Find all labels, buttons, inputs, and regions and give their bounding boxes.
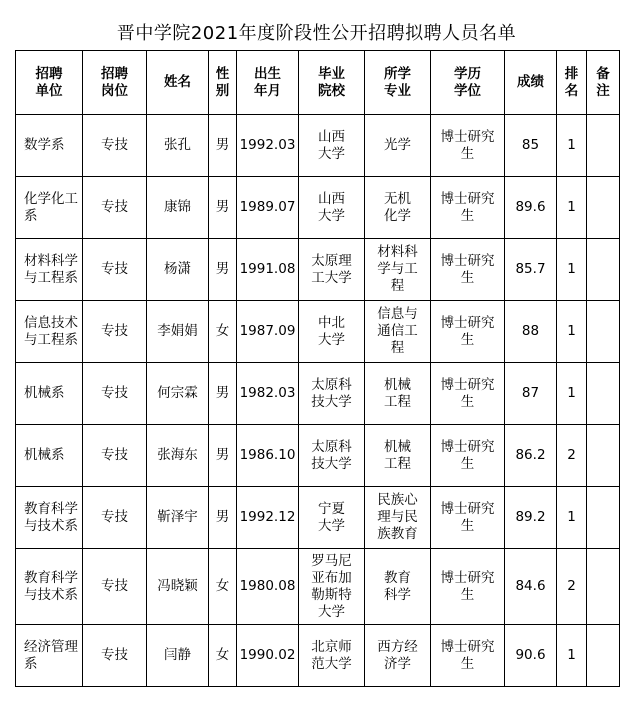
table-row (16, 363, 620, 425)
cell-name: 杨潇 (147, 239, 209, 301)
cell-birth: 1986.10 (237, 425, 299, 487)
cell-post: 专技 (83, 301, 147, 363)
cell-score: 84.6 (505, 549, 557, 625)
table-header-row (16, 51, 620, 115)
cell-name: 何宗霖 (147, 363, 209, 425)
table-row (16, 301, 620, 363)
cell-rank: 2 (557, 425, 587, 487)
cell-birth: 1980.08 (237, 549, 299, 625)
cell-note (587, 177, 620, 239)
cell-birth: 1989.07 (237, 177, 299, 239)
cell-major: 光学 (365, 115, 431, 177)
cell-major: 无机化学 (365, 177, 431, 239)
cell-unit: 机械系 (16, 425, 83, 487)
cell-gender: 男 (209, 177, 237, 239)
cell-degree: 博士研究生 (431, 301, 505, 363)
cell-note (587, 115, 620, 177)
cell-gender: 男 (209, 425, 237, 487)
cell-score: 86.2 (505, 425, 557, 487)
cell-note (587, 549, 620, 625)
header-cell: 所学专业 (365, 51, 431, 115)
cell-gender: 女 (209, 625, 237, 687)
cell-score: 89.2 (505, 487, 557, 549)
cell-rank: 2 (557, 549, 587, 625)
cell-degree: 博士研究生 (431, 487, 505, 549)
cell-post: 专技 (83, 115, 147, 177)
cell-degree: 博士研究生 (431, 625, 505, 687)
cell-unit: 信息技术与工程系 (16, 301, 83, 363)
table-row (16, 425, 620, 487)
cell-gender: 男 (209, 115, 237, 177)
table-row (16, 487, 620, 549)
cell-major: 机械工程 (365, 425, 431, 487)
cell-birth: 1982.03 (237, 363, 299, 425)
cell-rank: 1 (557, 487, 587, 549)
header-cell: 招聘岗位 (83, 51, 147, 115)
cell-post: 专技 (83, 239, 147, 301)
cell-gender: 女 (209, 301, 237, 363)
cell-birth: 1992.03 (237, 115, 299, 177)
cell-unit: 教育科学与技术系 (16, 549, 83, 625)
cell-degree: 博士研究生 (431, 425, 505, 487)
cell-major: 西方经济学 (365, 625, 431, 687)
cell-school: 宁夏大学 (299, 487, 365, 549)
cell-score: 90.6 (505, 625, 557, 687)
cell-major: 民族心理与民族教育 (365, 487, 431, 549)
cell-post: 专技 (83, 425, 147, 487)
cell-school: 中北大学 (299, 301, 365, 363)
cell-degree: 博士研究生 (431, 177, 505, 239)
cell-rank: 1 (557, 363, 587, 425)
cell-school: 太原科技大学 (299, 425, 365, 487)
cell-school: 山西大学 (299, 177, 365, 239)
header-cell: 性别 (209, 51, 237, 115)
cell-school: 太原科技大学 (299, 363, 365, 425)
table-row (16, 625, 620, 687)
cell-school: 太原理工大学 (299, 239, 365, 301)
cell-degree: 博士研究生 (431, 363, 505, 425)
cell-score: 89.6 (505, 177, 557, 239)
cell-gender: 男 (209, 363, 237, 425)
cell-note (587, 625, 620, 687)
cell-note (587, 425, 620, 487)
cell-rank: 1 (557, 177, 587, 239)
cell-rank: 1 (557, 239, 587, 301)
cell-name: 靳泽宇 (147, 487, 209, 549)
cell-score: 88 (505, 301, 557, 363)
cell-major: 信息与通信工程 (365, 301, 431, 363)
header-cell: 排名 (557, 51, 587, 115)
table-row (16, 549, 620, 625)
cell-degree: 博士研究生 (431, 549, 505, 625)
cell-rank: 1 (557, 301, 587, 363)
header-cell: 成绩 (505, 51, 557, 115)
cell-unit: 经济管理系 (16, 625, 83, 687)
table-row (16, 239, 620, 301)
cell-rank: 1 (557, 625, 587, 687)
cell-gender: 男 (209, 239, 237, 301)
candidate-table (15, 50, 620, 687)
cell-gender: 女 (209, 549, 237, 625)
header-cell: 毕业院校 (299, 51, 365, 115)
cell-name: 康锦 (147, 177, 209, 239)
cell-unit: 材料科学与工程系 (16, 239, 83, 301)
cell-major: 材料科学与工程 (365, 239, 431, 301)
header-cell: 备注 (587, 51, 620, 115)
cell-unit: 化学化工系 (16, 177, 83, 239)
cell-post: 专技 (83, 177, 147, 239)
cell-birth: 1990.02 (237, 625, 299, 687)
cell-name: 闫静 (147, 625, 209, 687)
table-row (16, 177, 620, 239)
cell-note (587, 239, 620, 301)
cell-degree: 博士研究生 (431, 115, 505, 177)
header-cell: 姓名 (147, 51, 209, 115)
cell-post: 专技 (83, 625, 147, 687)
cell-degree: 博士研究生 (431, 239, 505, 301)
cell-school: 罗马尼亚布加勒斯特大学 (299, 549, 365, 625)
cell-note (587, 363, 620, 425)
cell-major: 机械工程 (365, 363, 431, 425)
cell-post: 专技 (83, 487, 147, 549)
cell-school: 山西大学 (299, 115, 365, 177)
cell-post: 专技 (83, 363, 147, 425)
cell-name: 张海东 (147, 425, 209, 487)
cell-birth: 1991.08 (237, 239, 299, 301)
cell-score: 87 (505, 363, 557, 425)
header-cell: 出生年月 (237, 51, 299, 115)
page-title: 晋中学院2021年度阶段性公开招聘拟聘人员名单 (116, 23, 517, 44)
cell-unit: 教育科学与技术系 (16, 487, 83, 549)
cell-name: 张孔 (147, 115, 209, 177)
cell-unit: 数学系 (16, 115, 83, 177)
cell-name: 冯晓颖 (147, 549, 209, 625)
header-cell: 招聘单位 (16, 51, 83, 115)
header-cell: 学历学位 (431, 51, 505, 115)
cell-post: 专技 (83, 549, 147, 625)
cell-score: 85 (505, 115, 557, 177)
table-row (16, 115, 620, 177)
cell-name: 李娟娟 (147, 301, 209, 363)
cell-note (587, 487, 620, 549)
cell-gender: 男 (209, 487, 237, 549)
cell-birth: 1987.09 (237, 301, 299, 363)
cell-unit: 机械系 (16, 363, 83, 425)
cell-school: 北京师范大学 (299, 625, 365, 687)
cell-note (587, 301, 620, 363)
cell-score: 85.7 (505, 239, 557, 301)
cell-rank: 1 (557, 115, 587, 177)
cell-major: 教育科学 (365, 549, 431, 625)
cell-birth: 1992.12 (237, 487, 299, 549)
